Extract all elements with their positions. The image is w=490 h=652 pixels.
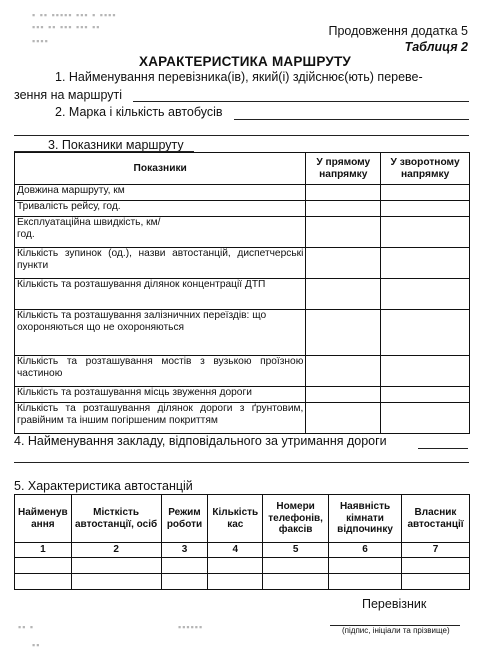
table-cell[interactable] — [263, 558, 329, 574]
page-title: ХАРАКТЕРИСТИКА МАРШРУТУ — [139, 54, 351, 69]
col-header-owner: Власник автостанції — [402, 495, 470, 543]
row-label: Кількість та розташування ділянок концентрації ДТП — [15, 279, 306, 310]
item4-label: 4. Найменування закладу, відповідального за утримання дороги — [14, 434, 387, 448]
item2-extra-line — [14, 135, 469, 136]
bus-stations-table — [14, 494, 470, 590]
carrier-label: Перевізник — [362, 597, 427, 611]
table-cell[interactable] — [306, 356, 381, 387]
table-cell[interactable] — [306, 310, 381, 356]
item5-heading: 5. Характеристика автостанцій — [14, 479, 193, 493]
col-number: 2 — [71, 543, 161, 558]
table-cell[interactable] — [402, 558, 470, 574]
table-cell[interactable] — [306, 185, 381, 201]
row-label: Кількість та розташування залізничних переїздів: що охороняються що не охороняються — [15, 310, 306, 356]
table-cell[interactable] — [306, 201, 381, 217]
item3-heading: 3. Показники маршруту — [48, 138, 184, 152]
scan-artifact: ▪▪ ▪ — [18, 622, 35, 632]
table-cell[interactable] — [161, 558, 208, 574]
col-number: 3 — [161, 543, 208, 558]
col-header-phones: Номери телефонів, факсів — [263, 495, 329, 543]
table-cell[interactable] — [306, 387, 381, 403]
item4-extra-line — [14, 462, 469, 463]
row-label: Кількість та розташування ділянок дороги з ґрунтовим, гравійним та іншим погіршеним покриттям — [15, 403, 306, 434]
scan-artifact: ▪▪▪ ▪▪ ▪▪▪ ▪▪▪ ▪▪ — [32, 22, 101, 32]
table-cell[interactable] — [306, 403, 381, 434]
table-cell[interactable] — [381, 356, 470, 387]
table-cell[interactable] — [208, 574, 263, 590]
col-header-rest-room: Наявність кімнати відпочинку — [329, 495, 402, 543]
scan-artifact: ▪ ▪▪ ▪▪▪▪▪ ▪▪▪ ▪ ▪▪▪▪ — [32, 10, 117, 20]
row-label: Кількість та розташування мостів з вузькою проїзною частиною — [15, 356, 306, 387]
table-cell[interactable] — [161, 574, 208, 590]
table-cell[interactable] — [381, 279, 470, 310]
col-number: 4 — [208, 543, 263, 558]
col-header-name: Найменування — [15, 495, 72, 543]
col-header-indicators: Показники — [15, 153, 306, 185]
table-cell[interactable] — [381, 387, 470, 403]
row-label: Довжина маршруту, км — [15, 185, 306, 201]
table-cell[interactable] — [15, 574, 72, 590]
table-cell[interactable] — [306, 279, 381, 310]
table-cell[interactable] — [381, 403, 470, 434]
col-header-forward: У прямому напрямку — [306, 153, 381, 185]
row-label: Кількість та розташування місць звуження дороги — [15, 387, 306, 403]
row-label: Тривалість рейсу, год. — [15, 201, 306, 217]
table-cell[interactable] — [263, 574, 329, 590]
col-number: 1 — [15, 543, 72, 558]
table-cell[interactable] — [381, 185, 470, 201]
col-number: 6 — [329, 543, 402, 558]
scan-artifact: ▪▪▪▪ — [32, 36, 49, 46]
item1-fill-line — [133, 101, 469, 102]
signature-caption: (підпис, ініціали та прізвище) — [342, 626, 450, 635]
item2-fill-line — [234, 119, 469, 120]
col-number: 5 — [263, 543, 329, 558]
col-number: 7 — [402, 543, 470, 558]
table-cell[interactable] — [329, 574, 402, 590]
item1-line2: зення на маршруті — [14, 88, 123, 102]
continuation-note: Продовження додатка 5 — [328, 24, 468, 38]
table-cell[interactable] — [306, 217, 381, 248]
route-indicators-table — [14, 152, 470, 434]
table-cell[interactable] — [381, 201, 470, 217]
item2-label: 2. Марка і кількість автобусів — [55, 105, 223, 119]
table-cell[interactable] — [306, 248, 381, 279]
table-cell[interactable] — [208, 558, 263, 574]
table-cell[interactable] — [15, 558, 72, 574]
table-cell[interactable] — [329, 558, 402, 574]
col-header-cash-desks: Кількість кас — [208, 495, 263, 543]
item4-fill-line — [418, 448, 468, 449]
scan-artifact: ▪▪ — [32, 640, 41, 650]
row-label: Кількість зупинок (од.), назви автостанцій, диспетчерські пункти — [15, 248, 306, 279]
scan-artifact: ▪▪▪▪▪▪ — [178, 622, 204, 632]
table-label: Таблиця 2 — [404, 40, 468, 54]
table-cell[interactable] — [402, 574, 470, 590]
item1-line1: 1. Найменування перевізника(ів), який(і) здійснює(ють) переве- — [55, 70, 423, 84]
table-cell[interactable] — [381, 217, 470, 248]
table-cell[interactable] — [71, 558, 161, 574]
table-cell[interactable] — [381, 310, 470, 356]
table-cell[interactable] — [381, 248, 470, 279]
row-label: Експлуатаційна швидкість, км/год. — [15, 217, 306, 248]
col-header-reverse: У зворотному напрямку — [381, 153, 470, 185]
col-header-schedule: Режим роботи — [161, 495, 208, 543]
table-cell[interactable] — [71, 574, 161, 590]
col-header-capacity: Місткість автостанції, осіб — [71, 495, 161, 543]
